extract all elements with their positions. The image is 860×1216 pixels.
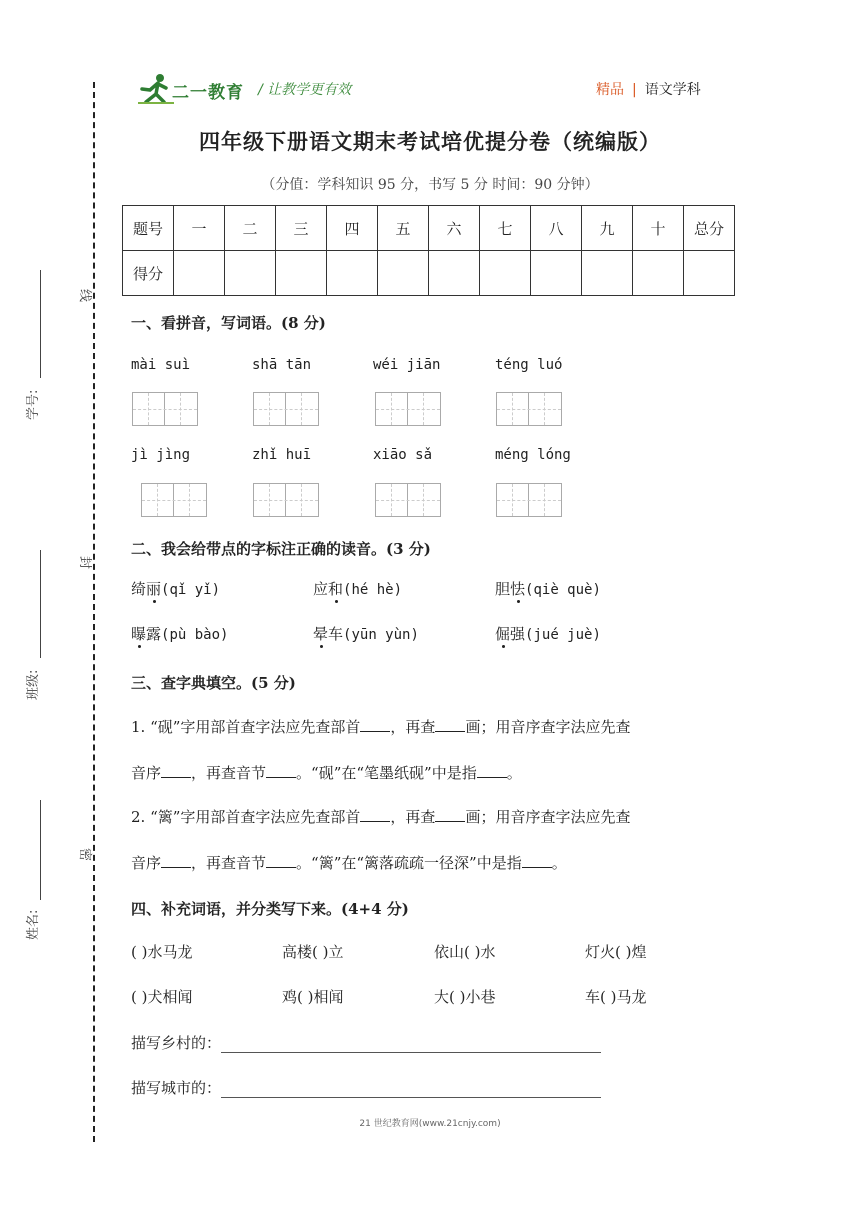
table-cell: 五 bbox=[378, 206, 429, 251]
name-line bbox=[40, 800, 41, 900]
answer-blank[interactable] bbox=[266, 765, 296, 778]
student-no-line bbox=[40, 270, 41, 378]
score-table bbox=[122, 205, 735, 296]
plain-char: 应 bbox=[313, 580, 329, 598]
answer-blank[interactable] bbox=[360, 809, 390, 822]
pinyin-options[interactable]: (pù bào) bbox=[161, 627, 229, 643]
page-title: 四年级下册语文期末考试培优提分卷（统编版） bbox=[199, 129, 661, 154]
rural-answer-row bbox=[131, 1032, 601, 1053]
pronunciation-item bbox=[131, 578, 220, 599]
binding-label-mi: 密 bbox=[77, 847, 93, 862]
table-cell: 二 bbox=[225, 206, 276, 251]
page-footer: 21 世纪教育网(www.21cnjy.com) bbox=[359, 1119, 501, 1129]
score-input-cell[interactable] bbox=[276, 251, 327, 296]
pronunciation-item bbox=[313, 578, 402, 599]
writing-grid[interactable] bbox=[132, 392, 198, 426]
question-line: 1. “砚”字用部首查字法应先查部首 ，再查 画；用音序查字法应先查 bbox=[131, 718, 631, 736]
score-input-cell[interactable] bbox=[684, 251, 735, 296]
pinyin-options[interactable]: (qǐ yǐ) bbox=[161, 582, 221, 598]
idiom-blank[interactable]: 高楼( )立 bbox=[282, 943, 344, 961]
writing-grid[interactable] bbox=[141, 483, 207, 517]
runner-logo-icon bbox=[136, 72, 176, 106]
table-cell: 四 bbox=[327, 206, 378, 251]
score-input-cell[interactable] bbox=[582, 251, 633, 296]
question-line: 2. “篱”字用部首查字法应先查部首 ，再查 画；用音序查字法应先查 bbox=[131, 808, 631, 826]
rural-label: 描写乡村的： bbox=[131, 1034, 222, 1052]
pinyin-options[interactable]: (jué juè) bbox=[525, 627, 601, 643]
score-table-score-row bbox=[123, 251, 735, 296]
table-cell: 题号 bbox=[123, 206, 174, 251]
brand-subject: 语文学科 bbox=[644, 82, 701, 98]
city-answer-row bbox=[131, 1077, 601, 1098]
score-input-cell[interactable] bbox=[531, 251, 582, 296]
dotted-char: 怯 bbox=[510, 580, 526, 598]
class-label: 班级: bbox=[26, 669, 41, 700]
score-input-cell[interactable] bbox=[633, 251, 684, 296]
city-answer-line[interactable] bbox=[221, 1083, 601, 1098]
idiom-blank[interactable]: 大( )小巷 bbox=[434, 988, 496, 1006]
table-cell: 九 bbox=[582, 206, 633, 251]
table-cell: 得分 bbox=[123, 251, 174, 296]
table-cell: 六 bbox=[429, 206, 480, 251]
class-line bbox=[40, 550, 41, 658]
table-cell: 十 bbox=[633, 206, 684, 251]
idiom-blank[interactable]: ( )犬相闻 bbox=[131, 988, 193, 1006]
table-cell: 一 bbox=[174, 206, 225, 251]
score-input-cell[interactable] bbox=[174, 251, 225, 296]
brand-label bbox=[596, 79, 701, 99]
score-input-cell[interactable] bbox=[480, 251, 531, 296]
pinyin: téng luó bbox=[495, 357, 563, 373]
table-cell: 三 bbox=[276, 206, 327, 251]
section2-heading: 二、我会给带点的字标注正确的读音。(3 分) bbox=[131, 540, 431, 558]
pinyin-options[interactable]: (yūn yùn) bbox=[343, 627, 419, 643]
binding-label-feng: 封 bbox=[77, 555, 93, 570]
dotted-char: 晕 bbox=[313, 625, 329, 643]
idiom-blank[interactable]: 车( )马龙 bbox=[585, 988, 647, 1006]
writing-grid[interactable] bbox=[496, 483, 562, 517]
name-label: 姓名: bbox=[26, 909, 41, 940]
dotted-char: 丽 bbox=[146, 580, 162, 598]
pronunciation-item bbox=[495, 623, 601, 644]
table-cell: 总分 bbox=[684, 206, 735, 251]
pinyin: wéi jiān bbox=[373, 357, 441, 373]
plain-char: 车 bbox=[328, 625, 344, 643]
idiom-blank[interactable]: 依山( )水 bbox=[434, 943, 496, 961]
brand-separator: | bbox=[632, 82, 637, 98]
writing-grid[interactable] bbox=[253, 483, 319, 517]
pinyin: méng lóng bbox=[495, 447, 571, 463]
pinyin: mài suì bbox=[131, 357, 191, 373]
brand-premium: 精品 bbox=[596, 82, 624, 98]
page-subtitle: （分值：学科知识 95 分，书写 5 分 时间：90 分钟） bbox=[261, 177, 599, 193]
pinyin-options[interactable]: (qiè què) bbox=[525, 582, 601, 598]
score-table-header-row bbox=[123, 206, 735, 251]
answer-blank[interactable] bbox=[435, 809, 465, 822]
answer-blank[interactable] bbox=[477, 765, 507, 778]
plain-char: 胆 bbox=[495, 580, 511, 598]
pronunciation-item bbox=[313, 623, 419, 644]
pronunciation-item bbox=[495, 578, 601, 599]
logo-text: 二一教育 bbox=[172, 83, 244, 103]
binding-dashed-line bbox=[93, 82, 95, 1142]
answer-blank[interactable] bbox=[522, 855, 552, 868]
plain-char: 露 bbox=[146, 625, 162, 643]
rural-answer-line[interactable] bbox=[221, 1038, 601, 1053]
table-cell: 七 bbox=[480, 206, 531, 251]
writing-grid[interactable] bbox=[253, 392, 319, 426]
pinyin-options[interactable]: (hé hè) bbox=[343, 582, 403, 598]
score-input-cell[interactable] bbox=[429, 251, 480, 296]
pinyin: xiāo sǎ bbox=[373, 447, 433, 463]
answer-blank[interactable] bbox=[161, 765, 191, 778]
section4-heading: 四、补充词语，并分类写下来。(4+4 分) bbox=[131, 900, 409, 918]
idiom-blank[interactable]: 鸡( )相闻 bbox=[282, 988, 344, 1006]
table-cell: 八 bbox=[531, 206, 582, 251]
answer-blank[interactable] bbox=[161, 855, 191, 868]
writing-grid[interactable] bbox=[375, 483, 441, 517]
pronunciation-item bbox=[131, 623, 228, 644]
dotted-char: 曝 bbox=[131, 625, 147, 643]
idiom-blank[interactable]: 灯火( )煌 bbox=[585, 943, 647, 961]
dotted-char: 倔 bbox=[495, 625, 511, 643]
answer-blank[interactable] bbox=[266, 855, 296, 868]
answer-blank[interactable] bbox=[360, 719, 390, 732]
question-line: 音序 ，再查音节 。“篱”在“篱落疏疏一径深”中是指 。 bbox=[131, 854, 567, 872]
idiom-blank[interactable]: ( )水马龙 bbox=[131, 943, 193, 961]
section1-heading: 一、看拼音，写词语。(8 分) bbox=[131, 314, 326, 332]
score-input-cell[interactable] bbox=[378, 251, 429, 296]
student-no-label: 学号: bbox=[26, 389, 41, 420]
writing-grid[interactable] bbox=[496, 392, 562, 426]
score-input-cell[interactable] bbox=[327, 251, 378, 296]
pinyin: shā tān bbox=[252, 357, 312, 373]
plain-char: 强 bbox=[510, 625, 526, 643]
slogan: / 让教学更有效 bbox=[258, 82, 352, 98]
plain-char: 绮 bbox=[131, 580, 147, 598]
pinyin: jì jìng bbox=[131, 447, 191, 463]
score-input-cell[interactable] bbox=[225, 251, 276, 296]
binding-label-xian: 线 bbox=[77, 288, 93, 303]
pinyin: zhǐ huī bbox=[252, 447, 312, 463]
answer-blank[interactable] bbox=[435, 719, 465, 732]
dotted-char: 和 bbox=[328, 580, 344, 598]
section3-heading: 三、查字典填空。(5 分) bbox=[131, 674, 296, 692]
question-line: 音序 ，再查音节 。“砚”在“笔墨纸砚”中是指 。 bbox=[131, 764, 522, 782]
city-label: 描写城市的： bbox=[131, 1079, 222, 1097]
writing-grid[interactable] bbox=[375, 392, 441, 426]
